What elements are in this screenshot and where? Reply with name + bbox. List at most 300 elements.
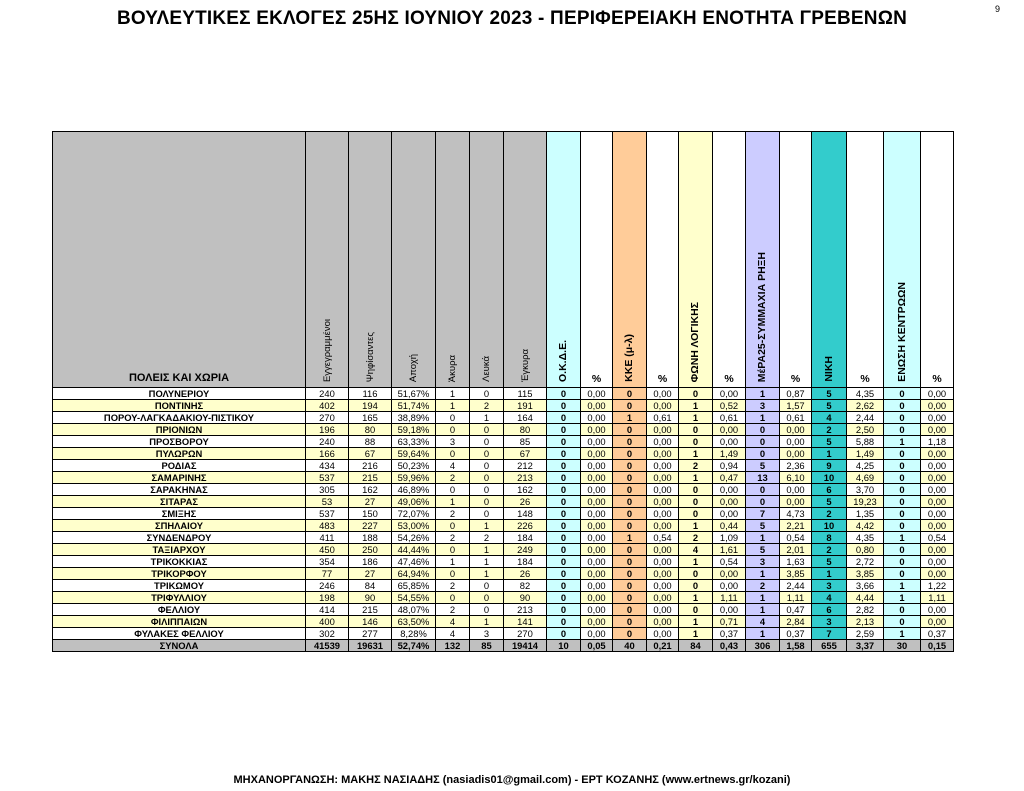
cell-niki: 8 <box>812 532 847 544</box>
cell-invalid: 2 <box>436 508 470 520</box>
cell-ek: 0 <box>884 484 921 496</box>
cell-blank: 0 <box>470 604 504 616</box>
cell-voted: 27 <box>349 496 392 508</box>
table-row <box>53 424 954 436</box>
cell-blank: 0 <box>470 388 504 400</box>
cell-niki-pct: 4,25 <box>847 460 884 472</box>
cell-niki-pct: 2,82 <box>847 604 884 616</box>
cell-registered: 196 <box>306 424 349 436</box>
cell-kke: 0 <box>613 472 647 484</box>
cell-fl: 0 <box>679 436 713 448</box>
cell-okde-pct: 0,00 <box>581 448 613 460</box>
cell-okde: 0 <box>547 508 581 520</box>
cell-kke-pct: 0,00 <box>647 556 679 568</box>
place-name: ΦΙΛΙΠΠΑΙΩΝ <box>53 616 306 628</box>
header-row <box>53 132 954 388</box>
cell-kke-pct: 0,00 <box>647 508 679 520</box>
cell-ek-pct: 1,11 <box>921 592 954 604</box>
cell-niki-pct: 3,37 <box>847 640 884 652</box>
cell-niki-pct: 4,35 <box>847 388 884 400</box>
cell-m25: 4 <box>746 616 780 628</box>
cell-fl: 0 <box>679 388 713 400</box>
header-niki-pct: % <box>847 132 884 388</box>
cell-m25-pct: 0,00 <box>780 436 812 448</box>
cell-ek: 1 <box>884 532 921 544</box>
cell-m25-pct: 2,01 <box>780 544 812 556</box>
cell-ek-pct: 0,00 <box>921 472 954 484</box>
place-name: ΣΑΜΑΡΙΝΗΣ <box>53 472 306 484</box>
cell-blank: 0 <box>470 460 504 472</box>
footer-credit: ΜΗΧΑΝΟΡΓΑΝΩΣΗ: ΜΑΚΗΣ ΝΑΣΙΑΔΗΣ (nasiadis01@gmail.com) - ΕΡΤ ΚΟΖΑΝΗΣ (www.ertnews.gr/kozani) <box>233 774 791 786</box>
cell-turnout: 59,18% <box>392 424 436 436</box>
cell-ek-pct: 0,54 <box>921 532 954 544</box>
cell-m25-pct: 0,87 <box>780 388 812 400</box>
table-row <box>53 472 954 484</box>
cell-turnout: 48,07% <box>392 604 436 616</box>
cell-valid: 226 <box>504 520 547 532</box>
cell-niki: 9 <box>812 460 847 472</box>
cell-valid: 213 <box>504 604 547 616</box>
cell-valid: 213 <box>504 472 547 484</box>
place-name: ΤΡΙΚΩΜΟΥ <box>53 580 306 592</box>
cell-niki: 2 <box>812 508 847 520</box>
cell-ek: 0 <box>884 544 921 556</box>
cell-okde-pct: 0,00 <box>581 424 613 436</box>
cell-niki-pct: 3,85 <box>847 568 884 580</box>
place-name: ΠΟΝΤΙΝΗΣ <box>53 400 306 412</box>
table-row <box>53 628 954 640</box>
cell-m25-pct: 6,10 <box>780 472 812 484</box>
cell-m25: 2 <box>746 580 780 592</box>
page-number: 9 <box>994 4 1000 14</box>
cell-okde: 0 <box>547 580 581 592</box>
table-row <box>53 448 954 460</box>
cell-turnout: 59,96% <box>392 472 436 484</box>
cell-niki: 10 <box>812 472 847 484</box>
cell-kke: 0 <box>613 400 647 412</box>
cell-okde-pct: 0,00 <box>581 604 613 616</box>
cell-kke: 0 <box>613 484 647 496</box>
cell-turnout: 53,00% <box>392 520 436 532</box>
cell-m25-pct: 0,47 <box>780 604 812 616</box>
cell-okde-pct: 0,00 <box>581 532 613 544</box>
cell-voted: 215 <box>349 472 392 484</box>
cell-kke-pct: 0,61 <box>647 412 679 424</box>
cell-fl-pct: 0,00 <box>713 484 746 496</box>
cell-m25-pct: 2,21 <box>780 520 812 532</box>
cell-okde: 0 <box>547 424 581 436</box>
cell-okde: 0 <box>547 556 581 568</box>
cell-kke: 0 <box>613 580 647 592</box>
cell-m25: 1 <box>746 412 780 424</box>
cell-turnout: 49,06% <box>392 496 436 508</box>
cell-registered: 305 <box>306 484 349 496</box>
cell-niki-pct: 4,42 <box>847 520 884 532</box>
cell-kke: 0 <box>613 592 647 604</box>
cell-valid: 148 <box>504 508 547 520</box>
cell-m25-pct: 0,00 <box>780 424 812 436</box>
table-row <box>53 436 954 448</box>
cell-voted: 216 <box>349 460 392 472</box>
cell-fl: 0 <box>679 508 713 520</box>
header-voted: Ψηφίσαντες <box>349 132 392 388</box>
cell-valid: 26 <box>504 496 547 508</box>
cell-turnout: 63,50% <box>392 616 436 628</box>
cell-okde: 0 <box>547 520 581 532</box>
cell-blank: 2 <box>470 532 504 544</box>
cell-niki: 10 <box>812 520 847 532</box>
cell-niki-pct: 2,72 <box>847 556 884 568</box>
cell-okde-pct: 0,00 <box>581 496 613 508</box>
cell-kke-pct: 0,00 <box>647 436 679 448</box>
cell-fl: 0 <box>679 568 713 580</box>
cell-invalid: 4 <box>436 460 470 472</box>
cell-kke-pct: 0,00 <box>647 568 679 580</box>
cell-m25: 13 <box>746 472 780 484</box>
cell-invalid: 0 <box>436 484 470 496</box>
cell-niki-pct: 2,44 <box>847 412 884 424</box>
cell-okde: 0 <box>547 388 581 400</box>
cell-okde: 0 <box>547 532 581 544</box>
cell-blank: 1 <box>470 544 504 556</box>
cell-valid: 19414 <box>504 640 547 652</box>
place-name: ΣΜΙΞΗΣ <box>53 508 306 520</box>
cell-m25: 5 <box>746 520 780 532</box>
cell-registered: 41539 <box>306 640 349 652</box>
cell-kke-pct: 0,00 <box>647 580 679 592</box>
cell-okde: 0 <box>547 448 581 460</box>
table-body <box>53 388 954 652</box>
cell-valid: 270 <box>504 628 547 640</box>
totals-row <box>53 640 954 652</box>
cell-turnout: 47,46% <box>392 556 436 568</box>
cell-kke: 0 <box>613 436 647 448</box>
cell-ek: 1 <box>884 628 921 640</box>
cell-registered: 354 <box>306 556 349 568</box>
cell-kke: 0 <box>613 508 647 520</box>
cell-okde: 0 <box>547 496 581 508</box>
cell-okde-pct: 0,00 <box>581 520 613 532</box>
cell-valid: 85 <box>504 436 547 448</box>
cell-kke-pct: 0,00 <box>647 424 679 436</box>
place-name: ΤΡΙΚΟΡΦΟΥ <box>53 568 306 580</box>
cell-turnout: 51,67% <box>392 388 436 400</box>
cell-okde-pct: 0,00 <box>581 472 613 484</box>
cell-fl-pct: 0,61 <box>713 412 746 424</box>
cell-niki: 3 <box>812 616 847 628</box>
cell-m25-pct: 0,00 <box>780 496 812 508</box>
cell-turnout: 50,23% <box>392 460 436 472</box>
cell-okde: 0 <box>547 628 581 640</box>
cell-ek: 0 <box>884 424 921 436</box>
cell-niki: 6 <box>812 604 847 616</box>
cell-m25: 0 <box>746 448 780 460</box>
header-okde-pct: % <box>581 132 613 388</box>
cell-kke: 0 <box>613 556 647 568</box>
cell-turnout: 65,85% <box>392 580 436 592</box>
cell-fl: 4 <box>679 544 713 556</box>
cell-okde: 10 <box>547 640 581 652</box>
cell-fl: 0 <box>679 496 713 508</box>
cell-fl-pct: 0,00 <box>713 388 746 400</box>
cell-ek-pct: 0,00 <box>921 568 954 580</box>
cell-m25: 0 <box>746 436 780 448</box>
cell-niki-pct: 2,62 <box>847 400 884 412</box>
header-okde: Ο.Κ.Δ.Ε. <box>547 132 581 388</box>
cell-fl-pct: 0,44 <box>713 520 746 532</box>
cell-ek-pct: 0,00 <box>921 448 954 460</box>
table-row <box>53 484 954 496</box>
cell-blank: 1 <box>470 568 504 580</box>
cell-kke-pct: 0,54 <box>647 532 679 544</box>
cell-okde-pct: 0,00 <box>581 412 613 424</box>
place-name: ΦΕΛΛΙΟΥ <box>53 604 306 616</box>
cell-ek-pct: 1,18 <box>921 436 954 448</box>
cell-m25-pct: 0,00 <box>780 448 812 460</box>
cell-okde-pct: 0,00 <box>581 556 613 568</box>
cell-okde: 0 <box>547 568 581 580</box>
cell-m25-pct: 1,63 <box>780 556 812 568</box>
cell-kke: 0 <box>613 496 647 508</box>
cell-niki-pct: 4,35 <box>847 532 884 544</box>
header-ek: ΕΝΩΣΗ ΚΕΝΤΡΩΩΝ <box>884 132 921 388</box>
cell-m25-pct: 0,61 <box>780 412 812 424</box>
cell-ek: 30 <box>884 640 921 652</box>
cell-voted: 150 <box>349 508 392 520</box>
cell-voted: 84 <box>349 580 392 592</box>
cell-niki-pct: 1,49 <box>847 448 884 460</box>
header-fl-pct: % <box>713 132 746 388</box>
cell-fl: 1 <box>679 448 713 460</box>
cell-registered: 402 <box>306 400 349 412</box>
table-row <box>53 544 954 556</box>
cell-m25-pct: 1,57 <box>780 400 812 412</box>
cell-ek-pct: 0,00 <box>921 604 954 616</box>
cell-ek-pct: 0,00 <box>921 616 954 628</box>
cell-blank: 2 <box>470 400 504 412</box>
cell-niki-pct: 1,35 <box>847 508 884 520</box>
cell-fl-pct: 0,00 <box>713 496 746 508</box>
cell-okde-pct: 0,00 <box>581 436 613 448</box>
cell-m25: 5 <box>746 460 780 472</box>
cell-kke-pct: 0,00 <box>647 496 679 508</box>
cell-fl-pct: 1,11 <box>713 592 746 604</box>
cell-m25-pct: 1,58 <box>780 640 812 652</box>
cell-m25: 1 <box>746 628 780 640</box>
cell-m25: 5 <box>746 544 780 556</box>
cell-invalid: 2 <box>436 532 470 544</box>
table-row <box>53 400 954 412</box>
cell-turnout: 38,89% <box>392 412 436 424</box>
place-name: ΠΡΙΟΝΙΩΝ <box>53 424 306 436</box>
cell-m25: 7 <box>746 508 780 520</box>
cell-kke: 0 <box>613 388 647 400</box>
cell-turnout: 64,94% <box>392 568 436 580</box>
cell-m25: 1 <box>746 532 780 544</box>
cell-voted: 250 <box>349 544 392 556</box>
cell-niki-pct: 2,59 <box>847 628 884 640</box>
cell-registered: 411 <box>306 532 349 544</box>
cell-m25: 3 <box>746 400 780 412</box>
cell-niki: 1 <box>812 448 847 460</box>
cell-ek-pct: 0,00 <box>921 556 954 568</box>
cell-invalid: 1 <box>436 388 470 400</box>
cell-m25-pct: 1,11 <box>780 592 812 604</box>
cell-fl: 84 <box>679 640 713 652</box>
cell-ek-pct: 0,00 <box>921 484 954 496</box>
cell-registered: 483 <box>306 520 349 532</box>
place-name: ΣΥΝΟΛΑ <box>53 640 306 652</box>
cell-okde-pct: 0,00 <box>581 628 613 640</box>
cell-okde: 0 <box>547 400 581 412</box>
table-row <box>53 580 954 592</box>
cell-blank: 0 <box>470 472 504 484</box>
cell-m25: 0 <box>746 424 780 436</box>
cell-fl: 1 <box>679 412 713 424</box>
cell-m25: 306 <box>746 640 780 652</box>
cell-fl-pct: 1,09 <box>713 532 746 544</box>
cell-kke-pct: 0,00 <box>647 472 679 484</box>
cell-kke-pct: 0,00 <box>647 388 679 400</box>
cell-registered: 77 <box>306 568 349 580</box>
cell-m25: 1 <box>746 592 780 604</box>
cell-m25-pct: 0,37 <box>780 628 812 640</box>
table-row <box>53 568 954 580</box>
cell-voted: 194 <box>349 400 392 412</box>
cell-kke: 0 <box>613 604 647 616</box>
cell-voted: 162 <box>349 484 392 496</box>
cell-niki: 1 <box>812 568 847 580</box>
cell-okde: 0 <box>547 460 581 472</box>
cell-ek-pct: 0,15 <box>921 640 954 652</box>
cell-kke-pct: 0,00 <box>647 520 679 532</box>
cell-blank: 3 <box>470 628 504 640</box>
cell-blank: 1 <box>470 412 504 424</box>
place-name: ΡΟΔΙΑΣ <box>53 460 306 472</box>
header-m25-pct: % <box>780 132 812 388</box>
cell-valid: 162 <box>504 484 547 496</box>
cell-ek: 0 <box>884 508 921 520</box>
header-niki: ΝΙΚΗ <box>812 132 847 388</box>
cell-voted: 19631 <box>349 640 392 652</box>
table-row <box>53 532 954 544</box>
cell-niki: 2 <box>812 544 847 556</box>
cell-niki: 2 <box>812 424 847 436</box>
cell-m25-pct: 0,00 <box>780 484 812 496</box>
cell-ek: 0 <box>884 556 921 568</box>
cell-niki-pct: 5,88 <box>847 436 884 448</box>
header-turnout: Αποχή <box>392 132 436 388</box>
cell-ek: 0 <box>884 412 921 424</box>
cell-niki: 7 <box>812 628 847 640</box>
cell-okde: 0 <box>547 544 581 556</box>
cell-voted: 80 <box>349 424 392 436</box>
cell-ek-pct: 0,00 <box>921 412 954 424</box>
cell-valid: 191 <box>504 400 547 412</box>
header-blank: Λευκά <box>470 132 504 388</box>
cell-fl: 2 <box>679 460 713 472</box>
cell-invalid: 0 <box>436 412 470 424</box>
cell-okde: 0 <box>547 472 581 484</box>
cell-okde: 0 <box>547 484 581 496</box>
cell-niki: 5 <box>812 496 847 508</box>
table-row <box>53 412 954 424</box>
cell-blank: 0 <box>470 508 504 520</box>
header-fl: ΦΩΝΗ ΛΟΓΙΚΗΣ <box>679 132 713 388</box>
cell-kke-pct: 0,00 <box>647 544 679 556</box>
cell-niki-pct: 2,13 <box>847 616 884 628</box>
cell-ek: 0 <box>884 616 921 628</box>
cell-ek-pct: 0,00 <box>921 508 954 520</box>
cell-okde: 0 <box>547 412 581 424</box>
cell-niki: 3 <box>812 580 847 592</box>
cell-ek: 0 <box>884 460 921 472</box>
cell-ek-pct: 1,22 <box>921 580 954 592</box>
cell-blank: 0 <box>470 484 504 496</box>
cell-okde-pct: 0,00 <box>581 508 613 520</box>
table-row <box>53 460 954 472</box>
cell-m25-pct: 3,85 <box>780 568 812 580</box>
table-row <box>53 592 954 604</box>
cell-valid: 80 <box>504 424 547 436</box>
cell-niki-pct: 3,70 <box>847 484 884 496</box>
cell-voted: 90 <box>349 592 392 604</box>
cell-kke: 0 <box>613 520 647 532</box>
results-table <box>52 131 954 652</box>
cell-valid: 82 <box>504 580 547 592</box>
cell-registered: 414 <box>306 604 349 616</box>
cell-blank: 0 <box>470 448 504 460</box>
cell-fl-pct: 0,00 <box>713 436 746 448</box>
cell-okde-pct: 0,00 <box>581 544 613 556</box>
cell-registered: 198 <box>306 592 349 604</box>
place-name: ΣΑΡΑΚΗΝΑΣ <box>53 484 306 496</box>
header-place: ΠΟΛΕΙΣ ΚΑΙ ΧΩΡΙΑ <box>53 132 306 388</box>
cell-registered: 400 <box>306 616 349 628</box>
cell-registered: 240 <box>306 388 349 400</box>
place-name: ΤΡΙΦΥΛΛΙΟΥ <box>53 592 306 604</box>
cell-niki: 5 <box>812 556 847 568</box>
cell-voted: 116 <box>349 388 392 400</box>
cell-fl-pct: 1,49 <box>713 448 746 460</box>
cell-m25-pct: 0,54 <box>780 532 812 544</box>
header-registered: Εγγεγραμμένοι <box>306 132 349 388</box>
cell-invalid: 132 <box>436 640 470 652</box>
cell-blank: 1 <box>470 520 504 532</box>
cell-m25-pct: 2,36 <box>780 460 812 472</box>
cell-ek: 0 <box>884 568 921 580</box>
cell-registered: 450 <box>306 544 349 556</box>
cell-ek-pct: 0,00 <box>921 520 954 532</box>
cell-ek: 0 <box>884 400 921 412</box>
cell-valid: 249 <box>504 544 547 556</box>
cell-okde-pct: 0,00 <box>581 460 613 472</box>
cell-niki-pct: 19,23 <box>847 496 884 508</box>
cell-fl: 2 <box>679 532 713 544</box>
cell-ek: 1 <box>884 592 921 604</box>
cell-m25: 1 <box>746 568 780 580</box>
cell-invalid: 2 <box>436 604 470 616</box>
cell-voted: 188 <box>349 532 392 544</box>
cell-invalid: 4 <box>436 628 470 640</box>
cell-niki: 4 <box>812 592 847 604</box>
cell-blank: 0 <box>470 496 504 508</box>
cell-invalid: 2 <box>436 580 470 592</box>
cell-blank: 1 <box>470 556 504 568</box>
place-name: ΤΡΙΚΟΚΚΙΑΣ <box>53 556 306 568</box>
cell-fl-pct: 0,94 <box>713 460 746 472</box>
page-title: ΒΟΥΛΕΥΤΙΚΕΣ ΕΚΛΟΓΕΣ 25ΗΣ ΙΟΥΝΙΟΥ 2023 - ΠΕΡΙΦΕΡΕΙΑΚΗ ΕΝΟΤΗΤΑ ΓΡΕΒΕΝΩΝ <box>116 8 908 29</box>
